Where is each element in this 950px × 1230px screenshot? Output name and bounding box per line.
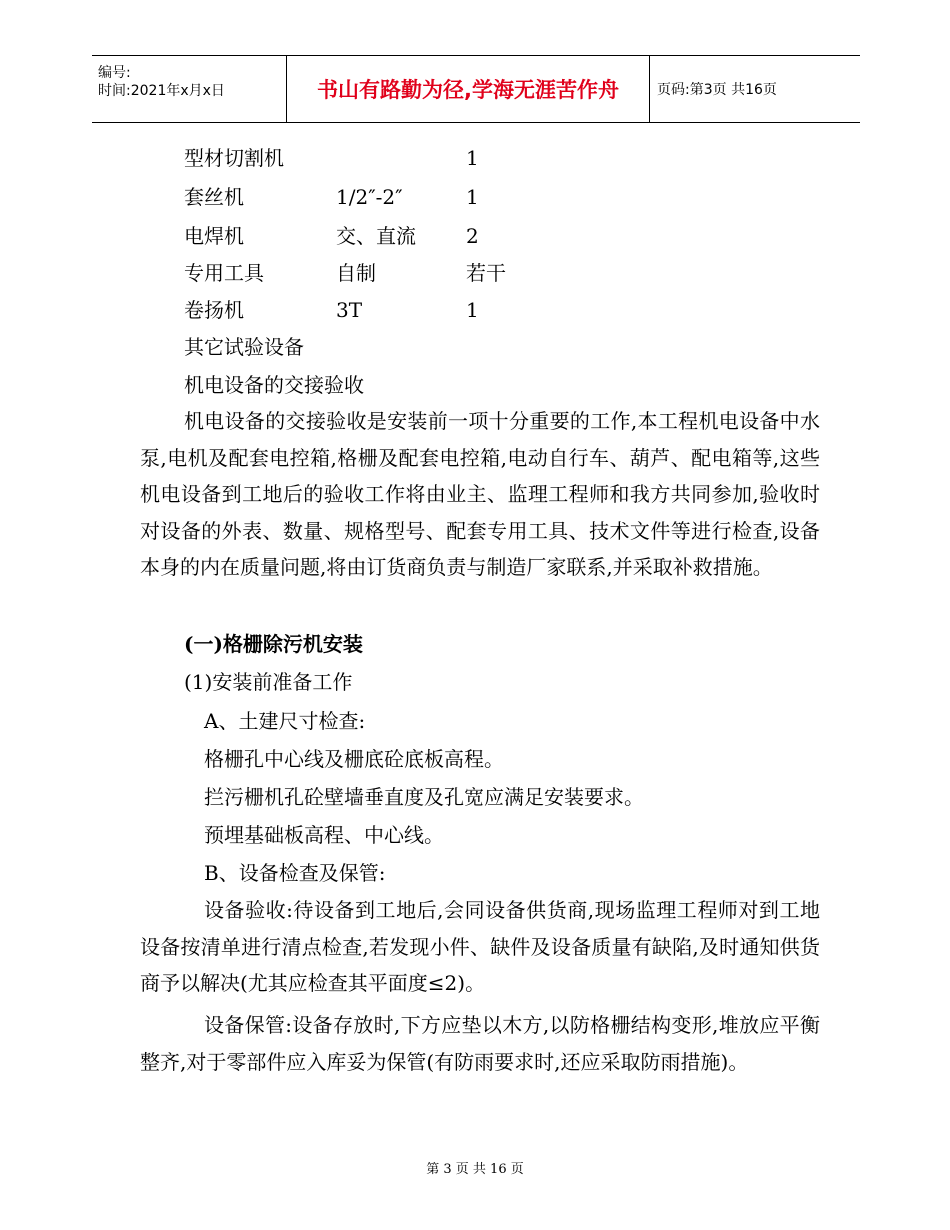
equipment-name: 电焊机 (184, 224, 244, 248)
handover-title: 机电设备的交接验收 (184, 373, 364, 397)
page-header (92, 55, 860, 123)
check-item: 格栅孔中心线及栅底砼底板高程。 (204, 747, 504, 771)
page-footer: 第 3 页 共 16 页 (426, 1162, 524, 1177)
time-label: 时间:2021年x月x日 (98, 83, 225, 99)
storage-paragraph: 设备保管:设备存放时,下方应垫以木方,以防格栅结构变形,堆放应平衡整齐,对于零部件应入库妥为保管(有防雨要求时,还应采取防雨措施)。 (140, 1013, 820, 1074)
equipment-qty: 1 (466, 146, 479, 170)
acceptance-paragraph: 设备验收:待设备到工地后,会同设备供货商,现场监理工程师对到工地设备按清单进行清点检查,若发现小件、缺件及设备质量有缺陷,及时通知供货商予以解决(尤其应检查其平面度≤2)。 (140, 898, 820, 996)
equipment-spec: 自制 (336, 261, 376, 285)
equipment-spec: 3T (336, 298, 363, 322)
equipment-name: 专用工具 (184, 261, 264, 285)
equipment-spec: 1/2″-2″ (336, 185, 403, 209)
code-label: 编号: (98, 65, 131, 81)
equipment-name: 套丝机 (184, 185, 244, 209)
equipment-qty: 若干 (466, 261, 506, 285)
check-item: 预埋基础板高程、中心线。 (204, 823, 444, 847)
equipment-spec: 交、直流 (336, 224, 416, 248)
equipment-name: 型材切割机 (184, 146, 284, 170)
section-title: (一)格栅除污机安装 (184, 632, 363, 656)
header-motto: 书山有路勤为径,学海无涯苦作舟 (286, 56, 650, 122)
equipment-qty: 1 (466, 185, 479, 209)
equipment-name: 卷扬机 (184, 298, 244, 322)
check-heading-a: A、土建尺寸检查: (204, 709, 366, 733)
other-equipment-line: 其它试验设备 (184, 335, 304, 359)
check-item: 拦污栅机孔砼壁墙垂直度及孔宽应满足安装要求。 (204, 785, 644, 809)
header-page-info: 页码:第3页 共16页 (657, 82, 777, 98)
handover-paragraph: 机电设备的交接验收是安装前一项十分重要的工作,本工程机电设备中水泵,电机及配套电控箱,格栅及配套电控箱,电动自行车、葫芦、配电箱等,这些机电设备到工地后的验收工作将由业主、监理工程师和我方共同参加,验收时对设备的外表、数量、规格型号、配套专用工具、技术文件等进行检查,设备本身的内在质量问题,将由订货商负责与制造厂家联系,并采取补救措施。 (140, 409, 820, 580)
equipment-qty: 2 (466, 224, 479, 248)
subsection-title: (1)安装前准备工作 (184, 670, 353, 694)
check-heading-b: B、设备检查及保管: (204, 861, 386, 885)
equipment-qty: 1 (466, 298, 479, 322)
header-meta (92, 56, 286, 122)
